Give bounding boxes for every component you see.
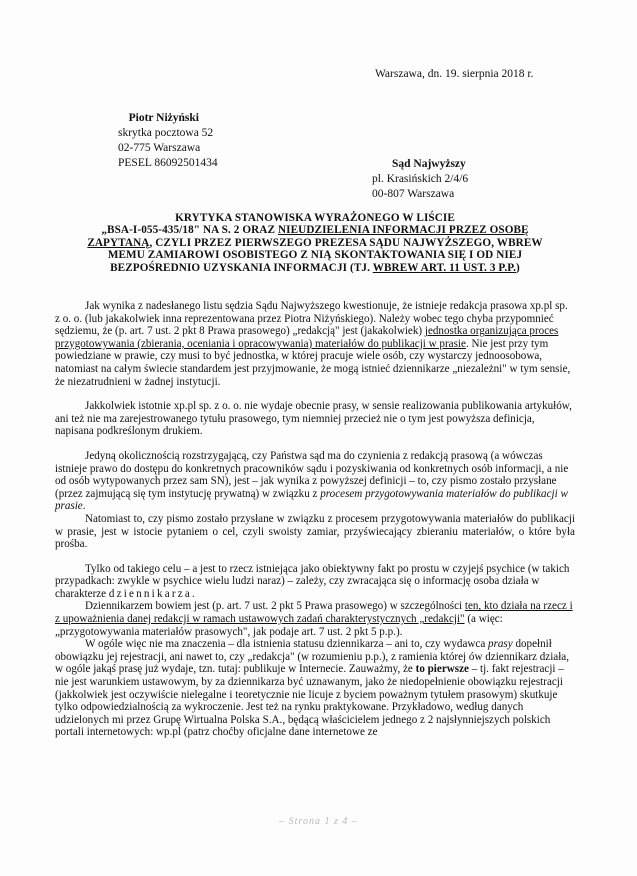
paragraph: Jakkolwiek istotnie xp.pl sp. z o. o. nie wydaje obecnie prasy, w sensie realizowania publikowania artykułów, ani też nie ma zarejestrowanego tytułu prasowego, tym niemniej przecież nie o tym jest powyższa definicja, napisana podkreślonym drukiem.	[55, 400, 572, 438]
title-underlined: ZAPYTANĄ	[87, 236, 150, 249]
title-underlined: WBREW ART. 11 UST. 3 P.P.	[372, 261, 517, 274]
bold-phrase: to pierwsze	[415, 663, 469, 676]
recipient-address-line: 00-807 Warszawa	[372, 188, 455, 200]
italic-word: prasy	[488, 638, 513, 651]
paragraph-text: Dziennikarzem bowiem jest (p. art. 7 ust. 2 pkt 5 Prawa prasowego) w szczególności	[85, 600, 465, 613]
title-line: KRYTYKA STANOWISKA WYRAŻONEGO W LIŚCIE	[175, 212, 455, 224]
title-underlined: NIEUDZIELENIA INFORMACJI PRZEZ OSOBĘ	[277, 224, 529, 237]
recipient-name: Sąd Najwyższy	[392, 158, 466, 170]
underlined-definition: ten, kto działa na rzecz i z upoważnienia danej redakcji w ramach ustawowych zadań charakterystycznych „redakcji"	[55, 600, 573, 626]
paragraph-text: .	[191, 587, 195, 600]
spaced-word: dziennikarza	[108, 587, 192, 600]
sender-address-line: skrytka pocztowa 52	[118, 127, 214, 139]
paragraph-text: W ogóle więc nie ma znaczenia – dla istnienia statusu dziennikarza – ani to, czy wydawca	[85, 638, 489, 651]
recipient-block	[372, 157, 468, 202]
paragraph-gap	[55, 438, 575, 450]
paragraph-text: (a więc: „przygotowywania materiałów prasowych", jak podaje art. 7 ust. 2 pkt 5 p.p.).	[55, 613, 503, 638]
paragraph-text: .	[82, 500, 86, 513]
paragraph	[55, 600, 575, 638]
title-text: BEZPOŚREDNIO UZYSKANIA INFORMACJI (TJ.	[110, 261, 373, 274]
recipient-address-line: pl. Krasińskich 2/4/6	[372, 173, 469, 185]
paragraph	[55, 450, 575, 513]
paragraph: Natomiast to, czy pismo zostało przysłane w związku z procesem przygotowywania materiałów do publikacji w prasie, jest w istocie pytaniem o cel, czyli swoisty zamiar, przyświecający zbieraniu materiałów, o które była prośba.	[55, 512, 575, 551]
paragraph-gap	[55, 551, 575, 563]
paragraph-text: dopełnił obowiązku jej rejestracji, ani nawet to, czy „redakcja" (w rozumieniu p.p.), z ramienia której ów dziennikarz działa, w ogóle jakąś prasę już wydaje, tzn. tutaj: publikuje w Internecie. Zauważmy, że	[55, 638, 570, 676]
paragraph-text: . Nie jest przy tym powiedziane w prawie, czy musi to być jednostka, w której pracuje wiele osób, czy wystarczy jednoosobowa, natomiast na całym świecie standardem jest przyjmowanie, że mogą istnieć dziennikarze „niezależni" w tym sensie, że niezatrudnieni w żadnej instytucji.	[55, 337, 571, 388]
paragraph	[55, 300, 575, 388]
title-line	[80, 237, 550, 249]
title-line	[80, 262, 550, 274]
paragraph-text: – tj. fakt rejestracji – nie jest warunkiem ustawowym, by za dziennikarza być uznawanym, jako że niedopełnienie obowiązku rejestracji (jakkolwiek jest oczywiście nielegalne i teoretycznie nie licuje z byciem poważnym tytułem prasowym) skutkuje tylko odpowiedzialnością za wykroczenie. Jest też na rynku praktykowane. Przykładowo, według danych udzielonych mi przez Grupę Wirtualna Polska S.A., będącą właścicielem jednego z 2 najsłynniejszych polskich portali internetowych: wp.pl (patrz choćby oficjalne dane internetowe ze	[55, 663, 564, 739]
title-line: MEMU ZAMIAROWI OSOBISTEGO Z NIĄ SKONTAKTOWANIA SIĘ I OD NIEJ	[107, 249, 523, 262]
paragraph-gap	[55, 388, 575, 400]
sender-pesel: PESEL 86092501434	[118, 157, 218, 169]
paragraph	[55, 638, 575, 739]
title-text: „BSA-I-055-435/18" NA S. 2 ORAZ	[101, 224, 278, 237]
sender-address-line: 02-775 Warszawa	[118, 142, 201, 154]
title-line	[80, 224, 550, 236]
page-number-footer: – Strona 1 z 4 –	[279, 816, 358, 827]
date-line: Warszawa, dn. 19. sierpnia 2018 r.	[375, 68, 534, 80]
paragraph-text: Jak wynika z nadesłanego listu sędzia Sądu Najwyższego kwestionuje, że istnieje redakcja prasowa xp.pl sp. z o. o. (lub jakakolwiek inna reprezentowana przez Piotra Niżyńskiego). Należy wobec tego chyba przypomnieć sędziemu, że (p. art. 7 ust. 2 pkt 8 Prawa prasowego) „redakcją" jest (jakakolwiek)	[55, 300, 568, 338]
paragraph-text: Tylko od takiego celu – a jest to rzecz istniejąca jako obiektywny fakt po prostu w czyjejś psychice (w takich przypadkach: zwykle w psychice wielu ludzi naraz) – zależy, czy zwracająca się o informację osoba działa w charakterze	[55, 562, 570, 600]
sender-block	[110, 111, 218, 171]
document-title	[80, 212, 550, 274]
letter-body	[55, 300, 575, 739]
italic-phrase: procesem przygotowywania materiałów do publikacji w prasie	[55, 487, 568, 513]
paragraph-text: Jedyną okolicznością rozstrzygającą, czy Państwa sąd ma do czynienia z redakcją prasową (a wówczas istnieje prawo do dostępu do konkretnych pracowników sądu i pozyskiwania od konkretnych osób informacji, a nie od osób wytypowanych przez sam SN), jest – jak wynika z powyższej definicji – to, czy pismo zostało przysłane (przez zajmującą się tym instytucję prywatną) w związku z	[55, 449, 569, 500]
sender-name: Piotr Niżyński	[128, 112, 199, 124]
title-text: )	[516, 261, 520, 274]
paragraph	[55, 563, 575, 601]
title-text: , CZYLI PRZEZ PIERWSZEGO PREZESA SĄDU NAJWYŻSZEGO, WBREW	[149, 236, 543, 249]
underlined-definition: jednostka organizująca proces przygotowywania (zbierania, oceniania i opracowywania) materiałów do publikacji w prasie	[55, 325, 559, 350]
